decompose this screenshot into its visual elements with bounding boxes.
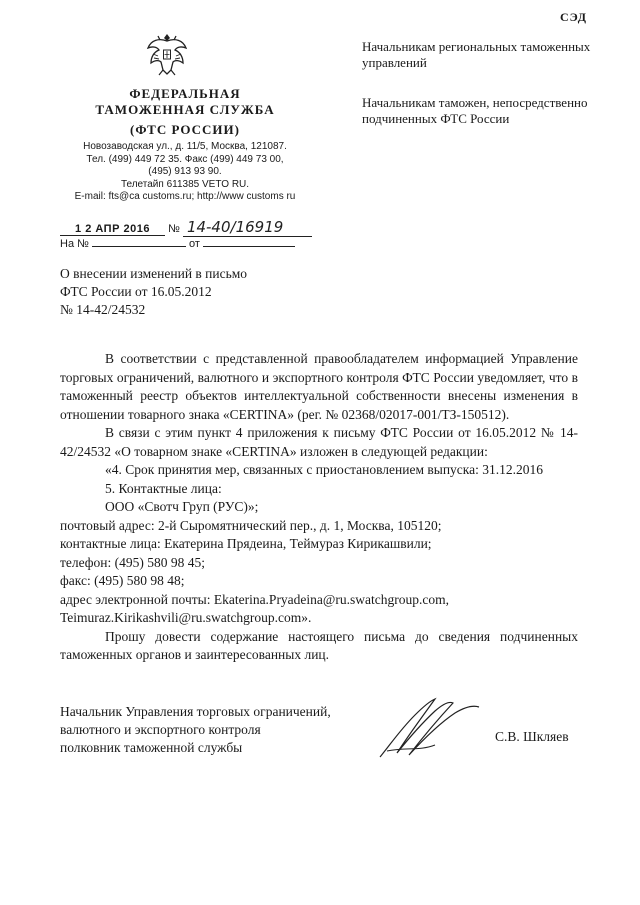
contact-line: (495) 913 93 90. [148, 166, 222, 177]
contact-line: E-mail: fts@ca customs.ru; http://www customs ru [74, 191, 296, 202]
company-name: ООО «Свотч Груп (РУС)»; [105, 499, 259, 514]
blank-date-line [203, 246, 295, 247]
org-name-line1: ФЕДЕРАЛЬНАЯ [129, 86, 241, 101]
postal-address: почтовый адрес: 2-й Сыромятнический пер., д. 1, Москва, 105120; [60, 517, 442, 533]
email-line1: адрес электронной почты: Ekaterina.Pryadeina@ru.swatchgroup.com, [60, 591, 449, 607]
letter-subject [60, 265, 247, 319]
email-line2: Teimuraz.Kirikashvili@ru.swatchgroup.com». [60, 610, 312, 625]
from-label: от [189, 238, 200, 250]
signer-title-line: валютного и экспортного контроля [60, 722, 261, 737]
date-stamp: 1 2 АПР 2016 [60, 223, 165, 236]
fax: факс: (495) 580 98 48; [60, 573, 185, 588]
phone: телефон: (495) 580 98 45; [60, 554, 205, 570]
signer-title-line: полковник таможенной службы [60, 740, 243, 755]
contact-line: Новозаводская ул., д. 11/5, Москва, 121087. [83, 141, 287, 152]
subject-line: № 14-42/24532 [60, 302, 146, 317]
signer-title [60, 703, 331, 757]
org-name-abbrev: (ФТС РОССИИ) [130, 122, 240, 137]
document-system-mark: СЭД [560, 10, 588, 24]
sender-contacts [60, 141, 310, 204]
addressee-customs: Начальникам таможен, непосредственно подчиненных ФТС России [362, 95, 588, 126]
outgoing-reference [60, 218, 312, 237]
letter-body [60, 350, 578, 665]
double-headed-eagle-emblem-icon [145, 30, 189, 78]
number-label: № [168, 223, 180, 235]
subject-line: О внесении изменений в письмо [60, 266, 248, 281]
blank-number-line [92, 246, 186, 247]
item-4: «4. Срок принятия мер, связанных с приостановлением выпуска: 31.12.2016 [105, 462, 544, 477]
handwritten-number: 14-40/16919 [183, 218, 312, 237]
handwritten-signature [375, 695, 485, 765]
signer-title-line: Начальник Управления торговых ограничений, [60, 704, 331, 719]
paragraph-request: Прошу довести содержание настоящего письма до сведения подчиненных таможенных органов и заинтересованных лиц. [60, 628, 578, 662]
org-name-line2: ТАМОЖЕННАЯ СЛУЖБА [95, 102, 275, 117]
incoming-reference [60, 238, 295, 250]
contact-persons: контактные лица: Екатерина Прядеина, Теймураз Кирикашвили; [60, 536, 432, 551]
signer-name: С.В. Шкляев [495, 729, 569, 744]
on-number-label: На № [60, 238, 89, 250]
item-5: 5. Контактные лица: [105, 480, 222, 496]
contact-line: Телетайп 611385 VETO RU. [120, 178, 250, 190]
contact-line: Тел. (499) 449 72 35. Факс (499) 449 73 00, [86, 153, 284, 165]
subject-line: ФТС России от 16.05.2012 [60, 284, 212, 299]
addressee-regional: Начальникам региональных таможенных управлений [362, 39, 591, 70]
paragraph-amendment: В связи с этим пункт 4 приложения к письму ФТС России от 16.05.2012 № 14-42/24532 «О товарном знаке «CERTINA» изложен в следующей редакции: [60, 425, 578, 459]
paragraph-notification: В соответствии с представленной правообладателем информацией Управление торговых ограничений, валютного и экспортного контроля ФТС России уведомляет, что в таможенный реестр объектов интеллектуальной собственности внесены изменения в отношении товарного знака «CERTINA» (рег. № 02368/02017-001/ТЗ-150512). [60, 351, 578, 422]
